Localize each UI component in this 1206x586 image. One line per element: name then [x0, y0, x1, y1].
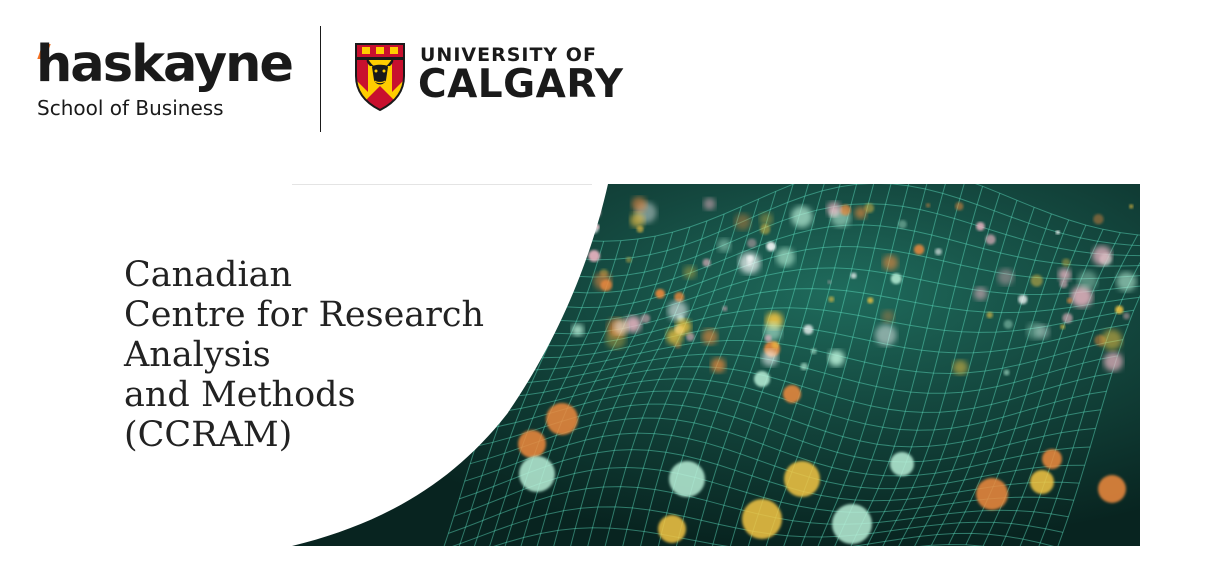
bokeh-dot [998, 269, 1015, 286]
bokeh-dot [986, 234, 996, 244]
bokeh-dot [588, 250, 600, 262]
banner-top-border [292, 184, 592, 185]
bokeh-dot [734, 214, 750, 230]
bokeh-dot [546, 403, 578, 435]
bokeh-dot [1031, 275, 1043, 287]
bokeh-dot [1058, 268, 1071, 281]
bokeh-dot [828, 350, 844, 366]
bokeh-dot [630, 213, 645, 228]
bokeh-dot [898, 220, 907, 229]
haskayne-logo[interactable] [36, 35, 306, 128]
bokeh-dot [669, 461, 705, 497]
bokeh-dot [882, 310, 895, 323]
bokeh-dot [760, 213, 773, 226]
bokeh-dot [811, 348, 817, 354]
bokeh-dot [1067, 298, 1073, 304]
title-line: Canadian [124, 255, 293, 295]
title-line: Centre for Research [124, 295, 485, 335]
bokeh-dot [883, 255, 898, 270]
bokeh-dot [683, 266, 696, 279]
university-of-calgary-wordmark[interactable] [418, 44, 678, 110]
bokeh-dot [739, 252, 761, 274]
university-of-calgary-crest-icon [354, 40, 406, 112]
bokeh-dot [760, 224, 770, 234]
bokeh-dot [976, 222, 985, 231]
bokeh-dot [1027, 323, 1043, 339]
bokeh-dot [1129, 204, 1133, 208]
bokeh-dot [1062, 258, 1070, 266]
bokeh-dot [828, 296, 834, 302]
bokeh-dot [1104, 352, 1123, 371]
bokeh-dot [1060, 324, 1065, 329]
bokeh-dot [1092, 246, 1112, 266]
bokeh-dot [722, 306, 727, 311]
bokeh-dot [1004, 370, 1010, 376]
bokeh-dot [641, 314, 650, 323]
title-line: and Methods [124, 375, 356, 415]
bokeh-dot [519, 456, 555, 492]
bokeh-dot [1115, 306, 1123, 314]
bokeh-dot [1060, 280, 1068, 288]
bokeh-dot [827, 280, 831, 284]
bokeh-dot [572, 324, 584, 336]
bokeh-dot [765, 335, 772, 342]
bokeh-dot [1098, 475, 1126, 503]
bokeh-dot [1042, 449, 1062, 469]
bokeh-dot [875, 324, 896, 345]
bokeh-dot [614, 320, 629, 335]
bokeh-dot [784, 461, 820, 497]
bokeh-dot [594, 272, 612, 290]
bokeh-dot [955, 202, 963, 210]
bokeh-dot [655, 289, 665, 299]
bokeh-dot [762, 350, 778, 366]
bokeh-dot [626, 257, 632, 263]
bokeh-dot [783, 385, 801, 403]
bokeh-dot [840, 205, 851, 216]
bokeh-dot [742, 499, 782, 539]
bokeh-dot [1102, 329, 1123, 350]
bokeh-dot [1004, 320, 1013, 329]
bokeh-dot [976, 478, 1008, 510]
bokeh-dot [926, 203, 930, 207]
bokeh-dot [747, 239, 756, 248]
bokeh-dot [754, 371, 770, 387]
bokeh-dot [703, 198, 715, 210]
bokeh-dot [803, 325, 813, 335]
bokeh-dot [1018, 295, 1027, 304]
bokeh-dot [686, 333, 695, 342]
bokeh-dot [668, 301, 688, 321]
bokeh-dot [891, 273, 902, 284]
bokeh-dot [776, 248, 795, 267]
bokeh-dot [766, 242, 776, 252]
bokeh-dot [1056, 230, 1060, 234]
bokeh-dot [703, 259, 711, 267]
bokeh-dot [674, 292, 684, 302]
bokeh-dot [1078, 271, 1098, 291]
bokeh-dot [711, 358, 726, 373]
bokeh-dot [1030, 470, 1054, 494]
bokeh-dot [914, 244, 924, 254]
bokeh-dot [1123, 313, 1130, 320]
bokeh-dot [832, 504, 872, 544]
bokeh-dot [867, 297, 873, 303]
bokeh-dot [890, 452, 914, 476]
uofc-line2: CALGARY [418, 62, 624, 107]
bokeh-dot [935, 248, 942, 255]
title-line: Analysis [124, 335, 271, 375]
bokeh-dot [632, 197, 647, 212]
bokeh-dot [791, 206, 813, 228]
bokeh-dot [827, 202, 841, 216]
bokeh-dot [953, 360, 968, 375]
bokeh-dot [718, 239, 731, 252]
bokeh-dot [851, 273, 857, 279]
bokeh-dot [702, 329, 718, 345]
bokeh-dot [800, 363, 807, 370]
bokeh-dot [676, 319, 691, 334]
header-divider [320, 26, 321, 132]
bokeh-dot [772, 342, 779, 349]
bokeh-dot [855, 207, 867, 219]
haskayne-wordmark: haskayne [36, 35, 292, 94]
bokeh-dot [1093, 214, 1103, 224]
title-line: (CCRAM) [124, 415, 293, 455]
uofc-line1: UNIVERSITY OF [420, 44, 597, 66]
haskayne-subtitle: School of Business [37, 96, 224, 120]
banner-title [124, 255, 544, 455]
bokeh-dot [987, 312, 993, 318]
bokeh-dot [974, 287, 987, 300]
bokeh-dot [1117, 272, 1137, 292]
bokeh-dot [658, 515, 686, 543]
bokeh-dot [1062, 313, 1072, 323]
